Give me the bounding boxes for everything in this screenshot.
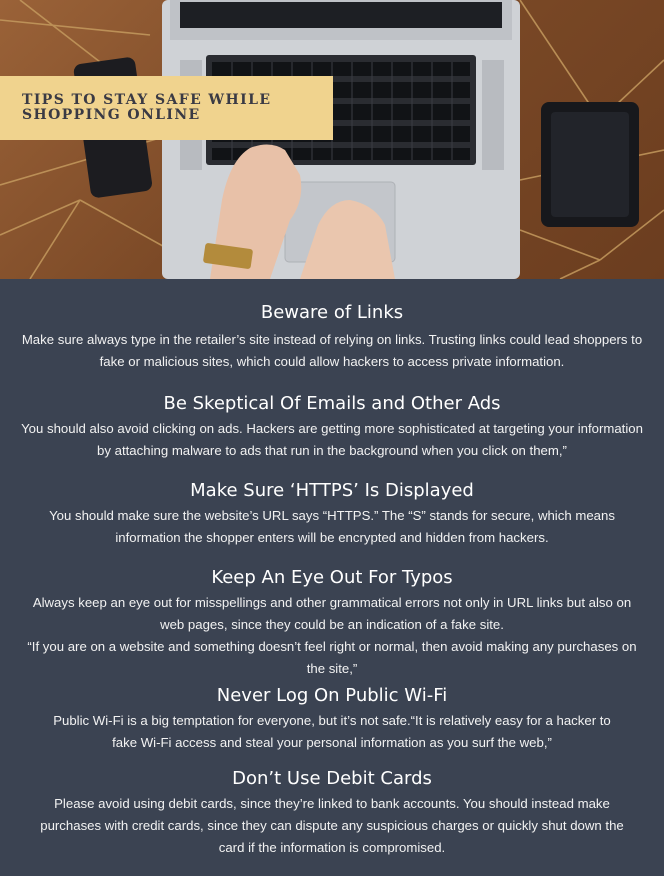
tip-section-debit bbox=[14, 767, 650, 859]
tip-section-https bbox=[14, 479, 650, 549]
tip-text: Always keep an eye out for misspellings and other grammatical errors not only in URL links but also on web pages, since they could be an indication of a fake site. bbox=[32, 595, 632, 632]
tip-quote: “If you are on a website and something doesn’t feel right or normal, then avoid making any purchases on the site,” bbox=[27, 639, 637, 676]
tip-text: You should also avoid clicking on ads. Hackers are getting more sophisticated at targeting your information by attaching malware to ads that run in the background when you click on them,” bbox=[21, 421, 643, 458]
tip-section-emails bbox=[14, 392, 650, 462]
tip-heading: Make Sure ‘HTTPS’ Is Displayed bbox=[190, 480, 474, 501]
tip-heading: Keep An Eye Out For Typos bbox=[211, 567, 453, 588]
tip-heading: Don’t Use Debit Cards bbox=[232, 768, 432, 789]
title-banner bbox=[0, 76, 333, 140]
tips-content bbox=[0, 279, 664, 876]
tip-section-wifi bbox=[14, 684, 650, 754]
tip-text: You should make sure the website’s URL says “HTTPS.” The “S” stands for secure, which means information the shopper enters will be encrypted and hidden from hackers. bbox=[49, 508, 615, 545]
tip-text: Make sure always type in the retailer’s site instead of relying on links. Trusting links could lead shoppers to fake or malicious sites, which could allow hackers to access private information. bbox=[21, 332, 643, 369]
page-title: TIPS TO STAY SAFE WHILE SHOPPING ONLINE bbox=[22, 92, 272, 123]
tip-heading: Be Skeptical Of Emails and Other Ads bbox=[163, 393, 501, 414]
tip-heading: Never Log On Public Wi-Fi bbox=[216, 685, 448, 706]
tip-section-typos bbox=[14, 566, 650, 680]
hero-photo bbox=[0, 0, 664, 279]
tip-text: Public Wi-Fi is a big temptation for everyone, but it’s not safe.“It is relatively easy for a hacker to fake Wi-Fi access and steal your personal information as you surf the web,” bbox=[53, 713, 611, 750]
tip-section-links bbox=[14, 301, 650, 373]
tip-heading: Beware of Links bbox=[260, 302, 404, 323]
tip-text: Please avoid using debit cards, since they’re linked to bank accounts. You should instead make purchases with credit cards, since they can dispute any suspicious charges or quickly shut down the card if the information is compromised. bbox=[40, 796, 624, 855]
